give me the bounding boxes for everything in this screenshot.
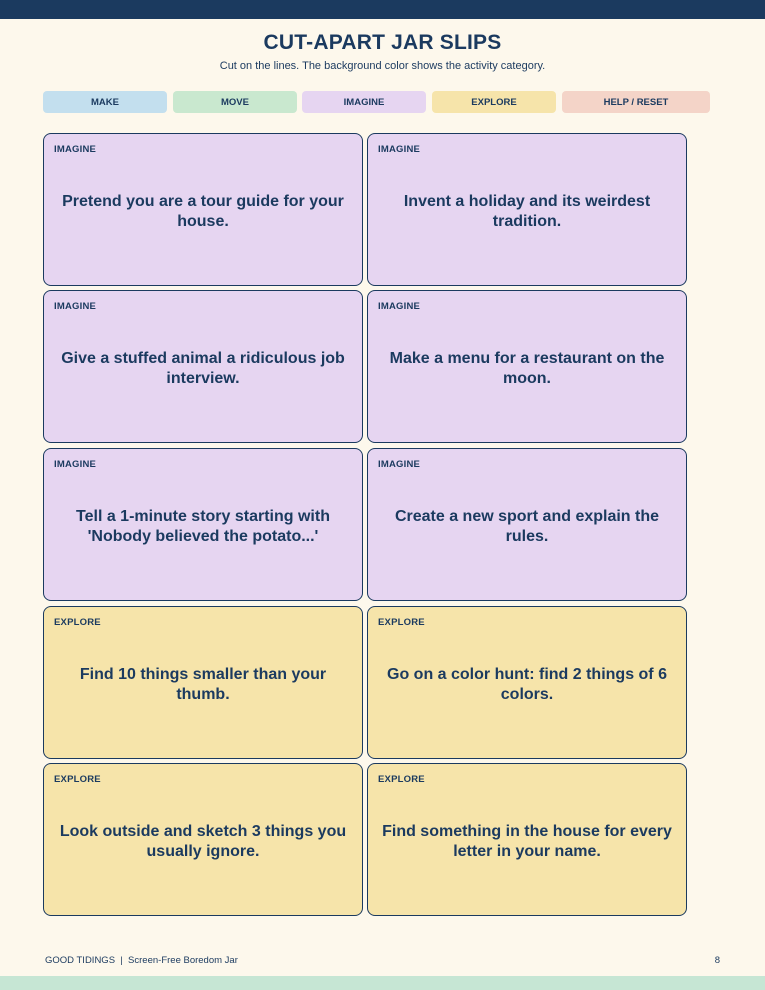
legend-pill-imagine (302, 91, 426, 113)
jar-slip (43, 606, 363, 759)
slip-category: EXPLORE (378, 617, 425, 628)
slip-activity: Find something in the house for every letter in your name. (382, 822, 672, 860)
page-title: CUT-APART JAR SLIPS (263, 31, 502, 54)
jar-slip (43, 133, 363, 286)
slip-activity: Create a new sport and explain the rules. (394, 507, 660, 545)
footer-text: GOOD TIDINGS | Screen-Free Boredom Jar (45, 955, 238, 966)
legend-label: IMAGINE (343, 96, 385, 108)
jar-slip (367, 448, 687, 601)
bottom-bar (0, 976, 765, 990)
slip-category: EXPLORE (54, 617, 101, 628)
slip-category: EXPLORE (378, 774, 425, 785)
jar-slip (367, 133, 687, 286)
legend-label: EXPLORE (471, 96, 517, 108)
page-number: 8 (714, 955, 720, 966)
legend-pill-explore (432, 91, 556, 113)
slip-activity: Find 10 things smaller than your thumb. (79, 665, 327, 703)
slip-activity: Invent a holiday and its weirdest tradition. (403, 192, 651, 230)
slip-category: IMAGINE (54, 459, 97, 470)
legend-pill-move (173, 91, 297, 113)
legend-label: HELP / RESET (603, 96, 669, 108)
slip-category: IMAGINE (378, 301, 421, 312)
page-subtitle: Cut on the lines. The background color shows the activity category. (219, 60, 546, 72)
slip-category: IMAGINE (54, 301, 97, 312)
slip-activity: Look outside and sketch 3 things you usually ignore. (59, 822, 347, 860)
top-bar (0, 0, 765, 19)
jar-slip (367, 606, 687, 759)
jar-slip (43, 763, 363, 916)
legend-label: MOVE (221, 96, 249, 108)
slip-activity: Pretend you are a tour guide for your house. (62, 192, 344, 230)
jar-slip (367, 290, 687, 443)
jar-slip (43, 290, 363, 443)
slip-activity: Tell a 1-minute story starting with 'Nobody believed the potato...' (76, 507, 330, 545)
jar-slip (367, 763, 687, 916)
slip-category: IMAGINE (378, 144, 421, 155)
slip-category: EXPLORE (54, 774, 101, 785)
slip-activity: Go on a color hunt: find 2 things of 6 colors. (387, 665, 667, 703)
slip-activity: Give a stuffed animal a ridiculous job interview. (61, 349, 345, 387)
slip-category: IMAGINE (378, 459, 421, 470)
category-legend (43, 91, 711, 113)
legend-label: MAKE (91, 96, 119, 108)
jar-slip (43, 448, 363, 601)
legend-pill-make (43, 91, 167, 113)
slip-category: IMAGINE (54, 144, 97, 155)
legend-pill-help-reset (562, 91, 710, 113)
slip-activity: Make a menu for a restaurant on the moon. (389, 349, 665, 387)
